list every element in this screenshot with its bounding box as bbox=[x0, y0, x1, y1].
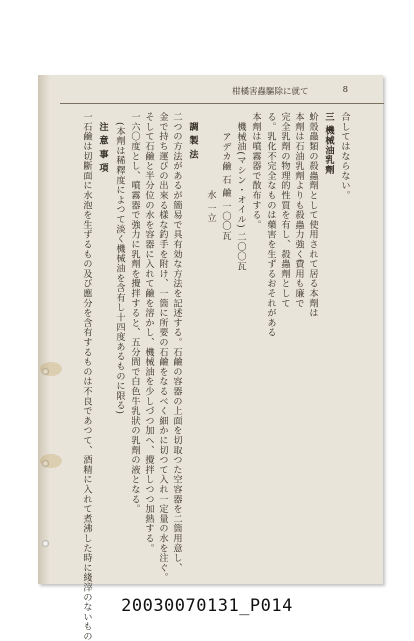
text-column-17: 一石鹼は切斷面に水泡を生ずるもの及び應分を含有するものは不良であつて、酒精に入れて煮沸した時に綫滓のないもの bbox=[81, 112, 92, 641]
text-column-12: 二つの方法があるが簡易で具有効な方法を記述する。石鹼の容器の上面を切取つた空容器を二箇用意し、 bbox=[171, 112, 182, 573]
text-column-5: 完全乳劑の物理的性質を有し、殺蟲劑として bbox=[279, 112, 290, 308]
page-number: 8 bbox=[342, 85, 348, 95]
ingredient-water: 水 一立 bbox=[205, 190, 216, 223]
text-column-16: (本劑は稀釋度によつて淡く機械油を含有し十四度あるものに限る) bbox=[114, 122, 125, 415]
section-heading-machine-oil: 三 機械油乳劑 bbox=[323, 112, 334, 175]
text-column-3: 蚧殼蟲類の殺蟲劑として使用されて居る本劑は bbox=[307, 112, 318, 318]
text-column-4: 本劑は石油乳劑よりも殺蟲力強く費用も廉で bbox=[293, 112, 304, 308]
header-rule bbox=[60, 103, 384, 104]
section-heading-precautions: 注 意 事 項 bbox=[97, 122, 108, 173]
image-caption: 20030070131_P014 bbox=[121, 596, 293, 616]
text-column-15: 一六〇度とし、噴霧器で強力に乳劑を攪拌すると、五分間で白色牛乳狀の乳劑の液となる。 bbox=[129, 112, 140, 514]
text-column-14: そして石鹼と半分位の水を容器に入れて鹼を溶かし、機械油を少しづつ加へ、攪拌しつつ加熱する。 bbox=[143, 112, 154, 553]
page-gutter bbox=[38, 75, 50, 584]
section-heading-preparation: 調 製 法 bbox=[187, 122, 198, 159]
text-column-6: る。乳化不完全なものは藥害を生ずるおそれがある bbox=[265, 112, 276, 338]
text-column-7: 本劑は噴霧器で散布する。 bbox=[250, 112, 261, 230]
ingredient-soap: アデカ鹼 石 鹼 一〇〇瓦 bbox=[220, 132, 231, 241]
paper-stain bbox=[40, 454, 62, 468]
paper-stain bbox=[40, 362, 62, 376]
ingredient-machine-oil: 機械油(マシン・オイル) 二〇〇瓦 bbox=[235, 122, 246, 272]
text-column-1: 合してはならない。 bbox=[339, 112, 350, 201]
text-column-13: 金で持ち運びの出來る樣な釣手を附け、一箇に所要の石鹼をなるべく細かに切つて入れ一定量の水を注ぐ。 bbox=[157, 112, 168, 583]
binding-hole bbox=[42, 540, 49, 547]
running-header bbox=[232, 85, 348, 99]
running-title: 柑橘害蟲驅除に就て bbox=[232, 87, 309, 97]
